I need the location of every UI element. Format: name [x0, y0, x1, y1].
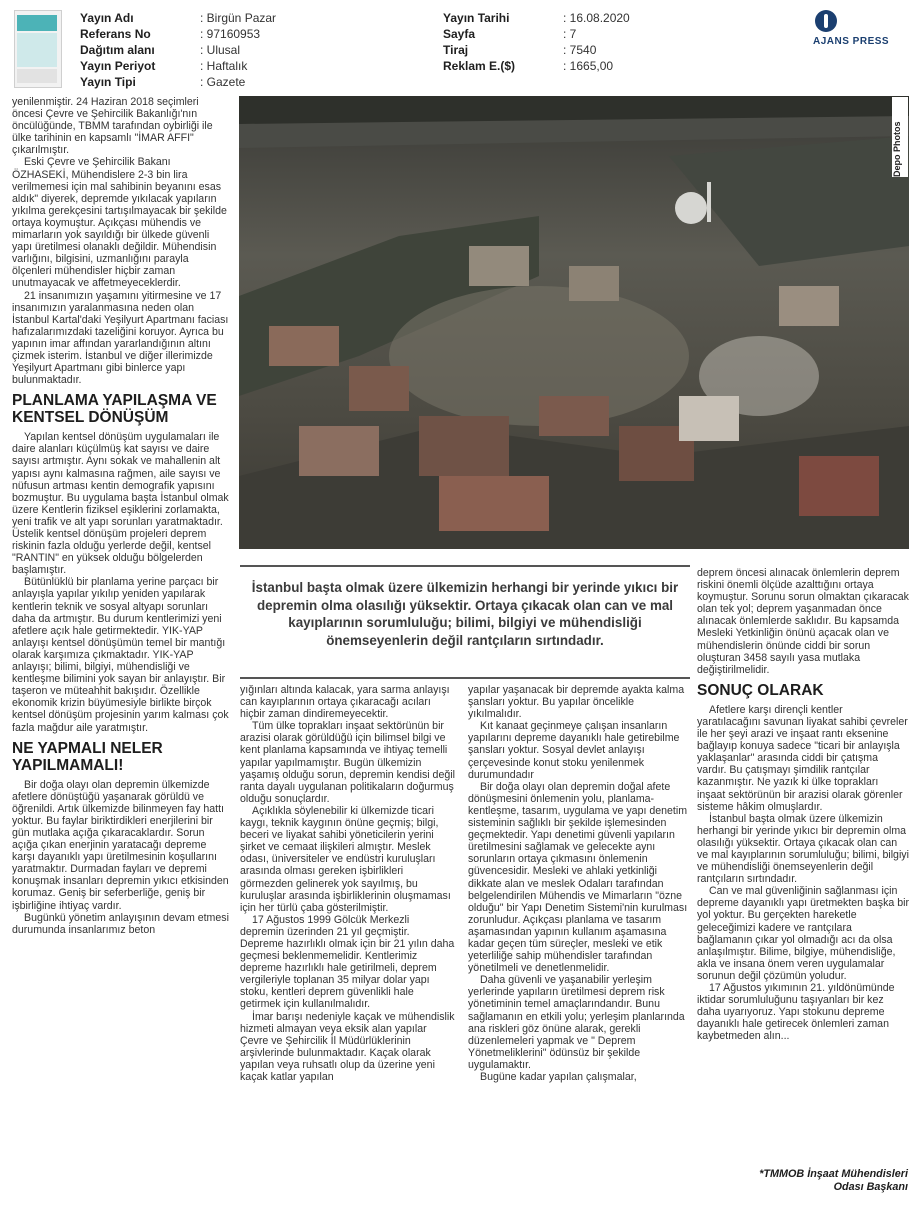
photo-credit: Depo Photos [892, 97, 908, 177]
paragraph: Yapılan kentsel dönüşüm uygulamaları ile daire alanları küçülmüş kat sayısı ve daire sayısı artmıştır. Aynı sokak ve mahallenin alt yapısı aynı kalmasına rağmen, aile sayısı ve nüfusun artması kentin demografik yapısını bozmuştur. Bu uygulama başta İstanbul olmak üzere Kentlerin fiziksel eşiklerini zorlamakta, yeni trafik ve alt yapı sorunları yaratmaktadır. Üstelik kentsel dönüşüm projeleri deprem riskinin fazla olduğu yerlerde değil, kentsel "RANTIN" en yüksek olduğu bölgelerden başlamıştır. [12, 431, 229, 577]
paragraph: yenilenmiştir. 24 Haziran 2018 seçimleri öncesi Çevre ve Şehircilik Bakanlığı'nın öncülüğünde, TBMM tarafından oybirliği ile ülke tarihinin en kapsamlı "İMAR AFFI" çıkarılmıştır. [12, 96, 213, 157]
paragraph: Açıklıkla söylenebilir ki ülkemizde ticari kaygı, teknik kaygının önüne geçmiş; bilgi, beceri ve liyakat sahibi yöneticilerin yerini şirket ve cemaat ilişkileri almıştır. Meslek odası, üniversiteler ve endüstri kuruluşları arasında olması gereken işbirlikleri görmezden gelinerek yok sayılmış, bu kuruluşlar arasında işbirliklerinin oluşmaması için her türlü çaba gösterilmiştir. [240, 804, 451, 914]
meta-row [80, 58, 155, 74]
paragraph: Bugüne kadar yapılan çalışmalar, [480, 1071, 637, 1083]
meta-row [80, 74, 136, 90]
meta-row [443, 10, 509, 26]
meta-label: Yayın Adı [80, 11, 134, 25]
earthquake-aerial-photo [239, 96, 909, 549]
ajans-press-logo-icon [815, 10, 837, 32]
article-column-4 [697, 567, 909, 1165]
meta-value: : 7540 [563, 43, 597, 57]
paragraph: İmar barışı nedeniyle kaçak ve mühendislik hizmeti almayan veya eksik alan yapılar Çevre ve Şehircilik İl Müdürlüklerinin arşivlerinde bulunmaktadır. Kaçak olarak yapılan veya ruhsatlı olup da üzerine yeni kaçak katlar yapılan [240, 1010, 455, 1083]
meta-label: Reklam E.($) [443, 59, 516, 73]
meta-value: : 1665,00 [563, 59, 614, 73]
meta-label: Yayın Periyot [80, 59, 156, 73]
meta-label: Referans No [80, 27, 151, 41]
paragraph: yapılar yaşanacak bir depremde ayakta kalma şansları yoktur. Bu yapılar öncelikle yıkılmalıdır. [468, 684, 685, 721]
paragraph: 17 Ağustos yıkımının 21. yıldönümünde iktidar sorumluluğunu taşıyanları bir kez daha uyarıyoruz. Yapı stokunu depreme dayanıklı hale getirecek önlemleri zaman kaybetmeden alın... [697, 982, 895, 1043]
meta-label: Tiraj [443, 43, 469, 57]
paragraph: Eski Çevre ve Şehircilik Bakanı ÖZHASEKİ, Mühendislere 2-3 bin lira verilmemesi için mal sahibinin beyanını esas aldık" diyerek, depremde yıkılacak yapıların yıkılma gerekçesini tartışılmayacak bir şekilde ortaya koymuştur. Açıkçası mühendis ve mimarların yok sayıldığı bir ülkede güvenli yapı üretilmesi olanaklı değildir. Mühendisin varlığını, bilgisini, uzmanlığını parayla ölçenleri mühendisler hiçbir zaman unutmayacak ve affetmeyeceklerdir. [12, 156, 227, 290]
photo-drawing [239, 96, 909, 549]
paragraph: Bir doğa olayı olan depremin doğal afete dönüşmesini önlemenin yolu, planlama-kentleşme, tasarım, uygulama ve yapı denetim sisteminin sağlıklı bir şekilde işlemesinden geçmektedir. Yapı denetimi güvenli yapıların üretilmesini sağlamak ve gelecekte aynı sorunların ortaya çıkmasını önlemenin güvencesidir. Mesleki ve ahlaki yetkinliği dikkate alan ve meslek Odaları tarafından belgelendirilen Mühendis ve Mimarların "özne olduğu" bir Yapı Denetim Sistemi'nin kurulması zorunludur. Açıkçası planlama ve tasarım aşamasından yapının kullanım aşamasına kadar geçen tüm süreçler, mesleki ve etik yeterliliğe sahip mühendisler tarafından yönetilmeli ve denetlenmelidir. [468, 780, 688, 975]
section-heading: SONUÇ OLARAK [697, 681, 824, 699]
meta-row [443, 42, 468, 58]
meta-label: Yayın Tipi [80, 75, 136, 89]
article-column-1 [12, 96, 230, 1188]
paragraph: Bütünlüklü bir planlama yerine parçacı bir anlayışla yapılar yıkılıp yeniden yapılarak kentlerin teknik ve sosyal altyapı sorunları daha da artmıştır. Bu durum kentlerimizi yeni afetlere açık hale getirmektedir. YIK-YAP anlayışı kentsel dönüşümün temel bir mantığı olarak karşımıza çıkmaktadır. YIK-YAP anlayışı; bilimi, bilgiyi, mühendisliği ve kentleşme bilimini yok sayan bir anlayıştır. Bir taşeron ve müteahhit bakışıdır. Özellikle ekonomik krizin büyümesiyle birlikte birçok kentsel dönüşüm projesinin yarım kalması çok fazla mağdur aile yaratmıştır. [12, 576, 229, 734]
meta-row [443, 58, 515, 74]
meta-value: : Birgün Pazar [200, 11, 277, 25]
author-line: *TMMOB İnşaat Mühendisleri [759, 1168, 908, 1180]
meta-row [80, 42, 155, 58]
meta-label: Yayın Tarihi [443, 11, 510, 25]
paragraph: Bir doğa olayı olan depremin ülkemizde afetlere dönüştüğü yaşanarak görüldü ve öğrenildi. Artık ülkemizde bilinmeyen fay hattı yoktur. Bu faylar biriktirdikleri enerjilerini bir gün mutlaka açığa çıkaracaklardır. Sorun açığa çıkan enerjinin yaratacağı depreme karşı dayanıklı yapı üretilmesinin koşullarını yaratmaktır. Durmadan fayları ve depremi konuşmak insanları depremin yıkıcı etkisinden korumaz. Geniş bir seferberliğe, geniş bir işbirliğine ihtiyaç vardır. [12, 778, 229, 912]
paragraph: Tüm ülke toprakları inşaat sektörünün bir arazisi olarak görüldüğü için bilimsel bilgi ve kent planlama kapsamında ve ihtiyaç temelli yapılar yapılmamıştır. Bugün ülkemizin yaşamış olduğu sorun, depremin kendisi değil ranta dayalı uygulanan politikaların doğurmuş olduğu sonuçlardır. [240, 720, 455, 805]
paragraph: 21 insanımızın yaşamını yitirmesine ve 17 insanımızın yaralanmasına neden olan İstanbul Kartal'daki Yeşilyurt Apartmanı faciası hafızalarımızdaki tazeliğini koruyor. Ayrıca bu yapının imar affından yararlandığının altını çizmek isterim. İstanbul ve diğer illerimizde Yeşilyurt Apartmanı gibi binlerce yapı bulunmaktadır. [12, 289, 229, 387]
author-line: Odası Başkanı [833, 1181, 908, 1193]
meta-value: : Gazete [200, 75, 246, 89]
pull-quote [240, 565, 690, 679]
meta-row [80, 10, 134, 26]
paragraph: deprem öncesi alınacak önlemlerin deprem riskini önemli ölçüde azalttığını ortaya koymuştur. Sorunu sorun olmaktan çıkaracak olan tek yol; deprem yaşanmadan önce alınacak önlemlerde saklıdır. Bu kapsamda Mesleki Yetkinliğin önünü açacak olan ve mühendislerin önünde ciddi bir sorun oluşturan 3458 sayılı yasa mutlaka değiştirilmelidir. [697, 567, 909, 676]
meta-value: : Ulusal [200, 43, 241, 57]
author-credit [700, 1168, 908, 1194]
paragraph: yığınları altında kalacak, yara sarma anlayışı can kayıplarının ortaya çıkaracağı acıları hiçbir zaman dindiremeyecektir. [240, 684, 450, 721]
paragraph: Can ve mal güvenliğinin sağlanması için depreme dayanıklı yapı üretmekten başka bir yol yoktur. Bu gerçekten hareketle geleceğimizi kadere ve rantçılara bağlamanın çıkar yol olmadığı acı da olsa anlaşılmıştır. Bilime, bilgiye, mühendisliğe, akla ve insana önem veren uygulamalar sorunun değil çözümün yoludur. [697, 885, 909, 982]
logo-text: AJANS PRESS [813, 36, 890, 47]
pull-quote-text: İstanbul başta olmak üzere ülkemizin herhangi bir yerinde yıkıcı bir depremin olma olasılığı yüksektir. Ortaya çıkacak olan can ve mal kayıplarının sorumluluğu; bilimi, bilgiyi ve mühendisliği önemseyenlerin değil rantçıların sırtındadır. [251, 580, 679, 648]
meta-value: : 7 [563, 27, 577, 41]
paragraph: Bugünkü yönetim anlayışının devam etmesi durumunda insanlarımız beton [12, 911, 229, 936]
section-heading: NE YAPMALI NELER YAPILMAMALI! [12, 739, 163, 774]
paragraph: 17 Ağustos 1999 Gölcük Merkezli depremin üzerinden 21 yıl geçmiştir. Depreme hazırlıklı olmak için bir 21 yılın daha geçmesi beklenmemelidir. Kentlerimiz depreme hazırlıklı hale getirilmeli, deprem vergileriyle toplanan 35 milyar dolar yapı stoku, kentleri deprem güvenlikli hale getirmek için kullanılmalıdır. [240, 913, 455, 1011]
meta-value: : 97160953 [200, 27, 261, 41]
ajans-press-logo [813, 10, 913, 50]
meta-label: Dağıtım alanı [80, 43, 155, 57]
paragraph: Daha güvenli ve yaşanabilir yerleşim yerlerinde yapıların üretilmesi deprem risk yönetiminin temel amaçlarındandır. Bunu sağlamanın en etkili yolu; yerleşim planlarında ana riskleri göz önüne alarak, gerekli düzenlemeleri yapmak ve " Deprem Yönetmeliklerini" ödünsüz bir şekilde uygulamaktır. [468, 974, 685, 1071]
clipping-header [0, 0, 920, 92]
meta-value: : Haftalık [200, 59, 248, 73]
section-heading: PLANLAMA YAPILAŞMA VE KENTSEL DÖNÜŞÜM [12, 392, 217, 427]
article-column-3 [468, 684, 688, 1199]
meta-row [80, 26, 151, 42]
paragraph: İstanbul başta olmak üzere ülkemizin herhangi bir yerinde yıkıcı bir depremin olma olasılığı yüksektir. Ortaya çıkacak olan can ve mal kayıplarının sorumluluğu; bilimi, bilgiyi ve mühendisliği önemseyenlerin değil rantçıların sırtındadır. [697, 812, 909, 886]
article-column-2 [240, 684, 455, 1199]
page-thumbnail [14, 10, 62, 88]
meta-value: : 16.08.2020 [563, 11, 630, 25]
meta-label: Sayfa [443, 27, 476, 41]
paragraph: Kıt kanaat geçinmeye çalışan insanların yapılarını depreme dayanıklı hale getirebilme şansları yoktur. Sosyal devlet anlayışı çerçevesinde konut stoku yenilenmek durumundadır [468, 720, 680, 781]
meta-row [443, 26, 475, 42]
paragraph: Afetlere karşı dirençli kentler yaratılacağını savunan liyakat sahibi çevreler ile her şeyi arazi ve inşaat rantı eksenine bağlayıp konuya sadece "ticari bir anlayışla yaklaşanlar" arasında ciddi bir çatışma vardır. Bu çatışmayı şimdilik rantçılar kazanmıştır. Ne yazık ki ülke toprakları inşaat sektörünün bir arazisi olarak görenler sisteme hâkim olmuşlardır. [697, 703, 908, 813]
